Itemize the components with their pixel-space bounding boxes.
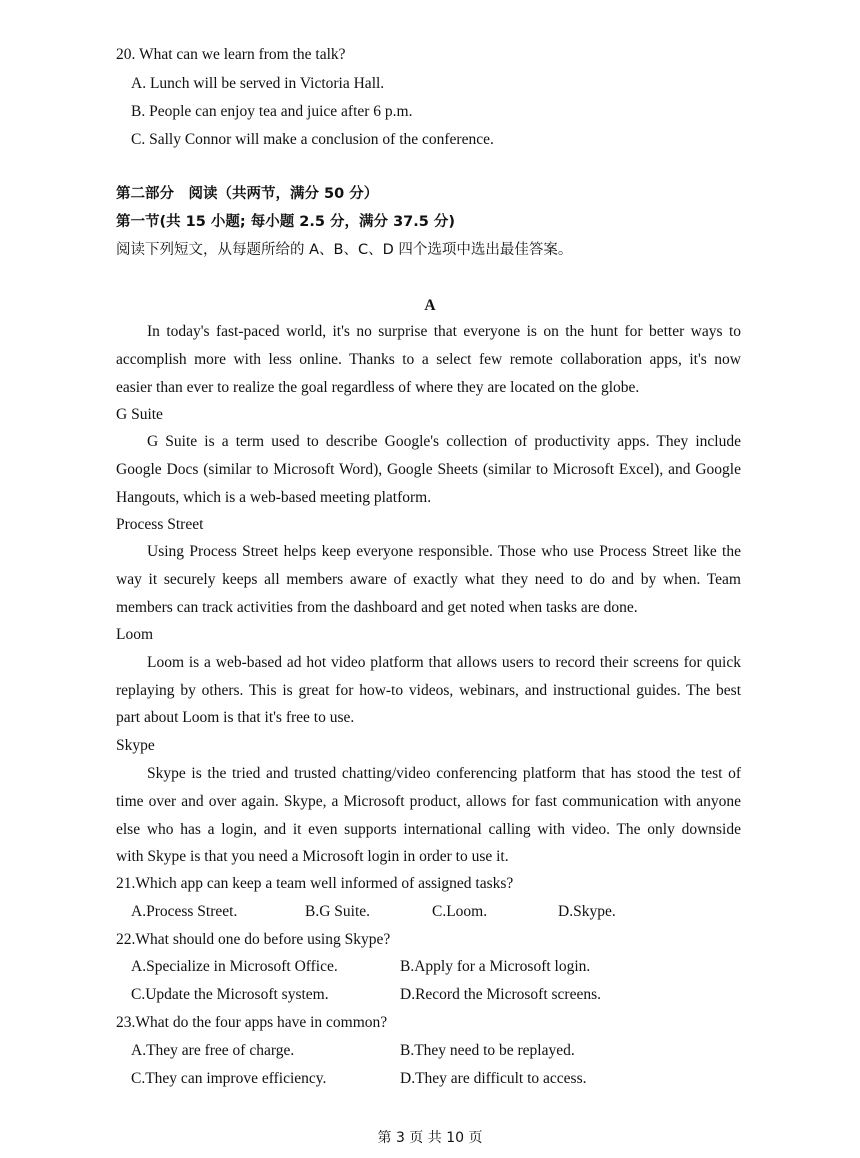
app-paragraph-line: Hangouts, which is a web-based meeting platform. <box>116 489 432 506</box>
question-22-option-a: A.Specialize in Microsoft Office. <box>131 958 338 975</box>
question-21-option-c: C.Loom. <box>432 903 488 920</box>
passage-letter: A <box>424 297 436 314</box>
question-21-option-b: B.G Suite. <box>305 903 371 920</box>
app-heading-gsuite: G Suite <box>116 406 163 423</box>
app-paragraph-line: way it securely keeps all members aware of exactly what they need to do and by when. Team <box>116 571 741 588</box>
app-paragraph-line: Loom is a web-based ad hot video platform that allows users to record their screens for quick <box>147 654 741 671</box>
question-23-option-a: A.They are free of charge. <box>131 1042 295 1059</box>
app-paragraph-line: with Skype is that you need a Microsoft login in order to use it. <box>116 848 509 865</box>
question-23-option-b: B.They need to be replayed. <box>400 1042 575 1059</box>
question-20-option-a: A. Lunch will be served in Victoria Hall. <box>131 75 385 92</box>
question-22-option-b: B.Apply for a Microsoft login. <box>400 958 591 975</box>
question-21-option-d: D.Skype. <box>558 903 616 920</box>
section-part-title: 第二部分 阅读（共两节，满分 50 分） <box>116 186 379 202</box>
question-23-option-d: D.They are difficult to access. <box>400 1070 587 1087</box>
question-20-option-b: B. People can enjoy tea and juice after 6 p.m. <box>131 103 413 120</box>
app-paragraph-line: replaying by others. This is great for how-to videos, webinars, and instructional guides. The best <box>116 682 741 699</box>
app-paragraph-line: Google Docs (similar to Microsoft Word), Google Sheets (similar to Microsoft Excel), and Google <box>116 461 741 478</box>
app-paragraph-line: time over and over again. Skype, a Microsoft product, allows for fast communication with anyone <box>116 793 741 810</box>
question-20-option-c: C. Sally Connor will make a conclusion of the conference. <box>131 131 494 148</box>
question-22-option-c: C.Update the Microsoft system. <box>131 986 329 1003</box>
app-heading-skype: Skype <box>116 737 155 754</box>
app-paragraph-line: else who has a login, and it even supports international calling with video. The only downside <box>116 821 741 838</box>
section-sub-title: 第一节(共 15 小题; 每小题 2.5 分，满分 37.5 分) <box>116 214 456 230</box>
passage-intro-line: In today's fast-paced world, it's no surprise that everyone is on the hunt for better ways to <box>147 323 741 340</box>
question-22-option-d: D.Record the Microsoft screens. <box>400 986 602 1003</box>
app-paragraph-line: Skype is the tried and trusted chatting/video conferencing platform that has stood the test of <box>147 765 741 782</box>
question-21-option-a: A.Process Street. <box>131 903 238 920</box>
question-23-stem: 23.What do the four apps have in common? <box>116 1014 388 1031</box>
section-instruction: 阅读下列短文，从每题所给的 A、B、C、D 四个选项中选出最佳答案。 <box>116 242 573 258</box>
app-paragraph-line: members can track activities from the dashboard and get noted when tasks are done. <box>116 599 638 616</box>
app-heading-process-street: Process Street <box>116 516 204 533</box>
question-22-stem: 22.What should one do before using Skype? <box>116 931 391 948</box>
question-20-stem: 20. What can we learn from the talk? <box>116 46 346 63</box>
app-paragraph-line: Using Process Street helps keep everyone responsible. Those who use Process Street like the <box>147 543 741 560</box>
question-21-stem: 21.Which app can keep a team well informed of assigned tasks? <box>116 875 514 892</box>
page-number: 第 3 页 共 10 页 <box>377 1130 483 1146</box>
app-heading-loom: Loom <box>116 626 154 643</box>
app-paragraph-line: G Suite is a term used to describe Google's collection of productivity apps. They include <box>147 433 741 450</box>
app-paragraph-line: part about Loom is that it's free to use. <box>116 709 355 726</box>
passage-intro-line: easier than ever to realize the goal regardless of where they are located on the globe. <box>116 379 640 396</box>
passage-intro-line: accomplish more with less online. Thanks to a select few remote collaboration apps, it's now <box>116 351 741 368</box>
question-23-option-c: C.They can improve efficiency. <box>131 1070 327 1087</box>
